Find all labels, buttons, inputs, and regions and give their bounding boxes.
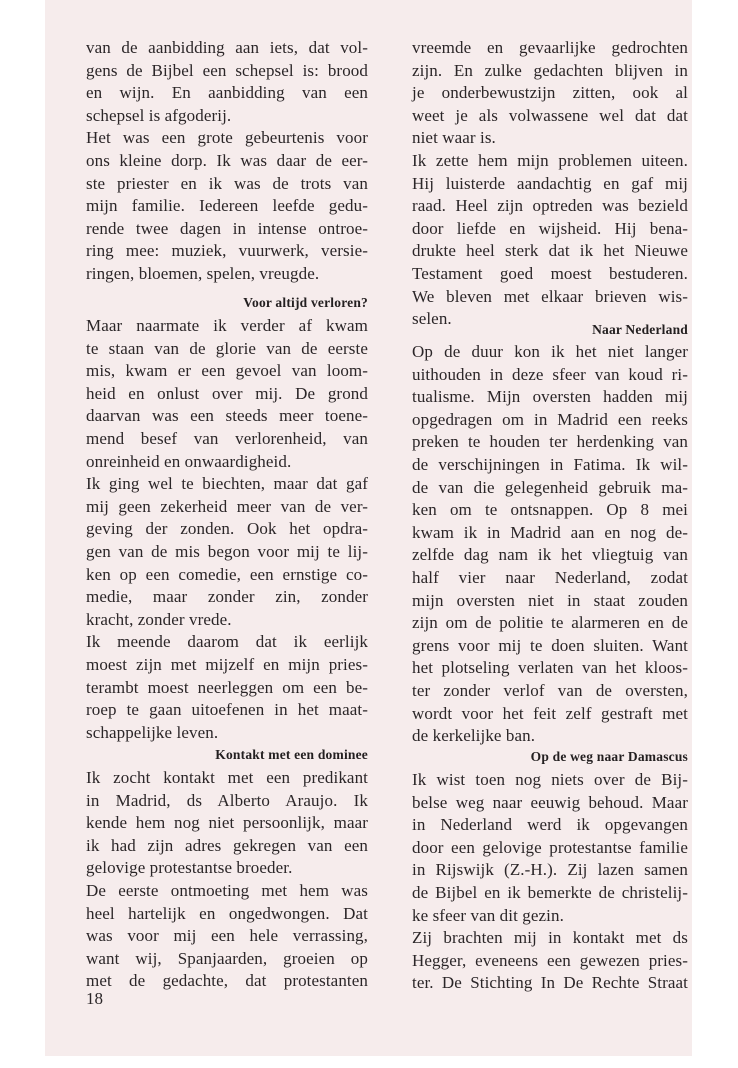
text-line: Hij luisterde aandachtig en gaf mij <box>412 173 688 193</box>
text-line: de verschijningen in Fatima. Ik wil- <box>412 454 688 474</box>
text-line: selen. <box>412 309 452 329</box>
text-line: de kerkelijke ban. <box>412 726 536 746</box>
text-line: Ik zocht kontakt met een predikant <box>86 768 368 787</box>
text-line: niet waar is. <box>412 128 496 148</box>
text-line: kracht, zonder vrede. <box>86 609 232 629</box>
text-line: vreemde en gevaarlijke gedrochten <box>412 38 688 57</box>
text-line: drukte heel sterk dat ik het Nieuwe <box>412 241 688 261</box>
section-heading: Naar Nederland <box>592 322 688 337</box>
page-number: 18 <box>86 989 103 1008</box>
text-line: rende twee dagen in intense ontroe- <box>86 218 368 238</box>
text-line: De eerste ontmoeting met hem was <box>86 880 368 900</box>
text-line: want wij, Spanjaarden, groeien op <box>86 948 368 968</box>
text-line: schepsel is afgoderij. <box>86 105 232 125</box>
text-line: de van die gelegenheid gebruik ma- <box>412 477 688 497</box>
text-line: uithouden in deze sfeer van koud ri- <box>412 364 688 384</box>
text-line: ke sfeer van dit gezin. <box>412 905 564 925</box>
text-line: weet je als volwassene wel dat dat <box>412 105 688 125</box>
text-line: ik had zijn adres gekregen van een <box>86 835 368 855</box>
text-line: ken op een comedie, een ernstige co- <box>86 564 368 584</box>
text-line: mis, kwam er een gevoel van loom- <box>86 361 368 381</box>
text-line: mend besef van verlorenheid, van <box>86 428 368 448</box>
text-line: Ik zette hem mijn problemen uiteen. <box>412 150 688 170</box>
text-line: zijn om de politie te alarmeren en de <box>412 613 688 633</box>
text-line: roep te gaan uitoefenen in het maat- <box>86 700 368 720</box>
text-line: ringen, bloemen, spelen, vreugde. <box>86 263 320 283</box>
text-line: ken om te ontsnappen. Op 8 mei <box>412 500 688 520</box>
text-line: zelfde dag nam ik het vliegtuig van <box>412 545 688 565</box>
text-line: half vier naar Nederland, zodat <box>412 567 688 587</box>
text-line: opgedragen om in Madrid een reeks <box>412 409 688 429</box>
text-line: Ik meende daarom dat ik eerlijk <box>86 632 368 652</box>
right-block-2 <box>412 341 688 748</box>
text-line: te staan van de glorie van de eerste <box>86 338 368 358</box>
text-line: van de aanbidding aan iets, dat vol- <box>86 38 368 57</box>
text-line: Het was een grote gebeurtenis voor <box>86 128 368 148</box>
text-line: moest zijn met mijzelf en mijn pries- <box>86 654 368 674</box>
text-line: daarvan was een steeds meer toene- <box>86 406 368 426</box>
text-line: met de gedachte, dat protestanten <box>86 971 368 991</box>
text-line: wordt voor het feit zelf gestraft met <box>412 703 688 723</box>
section-heading: Op de weg naar Damascus <box>530 749 688 764</box>
left-block-1 <box>86 37 368 286</box>
right-block-1 <box>412 37 688 331</box>
text-line: in Nederland werd ik opgevangen <box>412 815 688 835</box>
text-line: gelovige protestantse broeder. <box>86 858 293 878</box>
right-column <box>412 0 688 1056</box>
left-column <box>86 0 368 1056</box>
text-line: ste priester en ik was de trots van <box>86 173 368 193</box>
text-line: was voor mij een hele verrassing, <box>86 926 368 946</box>
text-line: heid en onlust over mij. De grond <box>86 383 368 403</box>
text-line: mijn familie. Iedereen leefde gedu- <box>86 196 368 216</box>
text-line: zijn. En zulke gedachten blijven in <box>412 60 688 80</box>
text-line: mij geen zekerheid meer van de ver- <box>86 496 368 516</box>
text-line: heel hartelijk en ongedwongen. Dat <box>86 903 368 923</box>
text-line: preken te houden ter herdenking van <box>412 432 688 452</box>
text-line: de Bijbel en ik bemerkte de christelij- <box>412 882 688 902</box>
text-line: Ik wist toen nog niets over de Bij- <box>412 770 688 789</box>
text-line: We bleven met elkaar brieven wis- <box>412 286 688 306</box>
text-line: Testament goed moest bestuderen. <box>412 263 688 283</box>
text-line: Op de duur kon ik het niet langer <box>412 342 688 361</box>
text-line: gen van de mis begon voor mij te lij- <box>86 541 368 561</box>
text-line: en wijn. En aanbidding van een <box>86 83 368 103</box>
text-line: terambt moest neerleggen om een be- <box>86 677 368 697</box>
section-heading: Kontakt met een dominee <box>215 747 368 762</box>
text-line: door een gelovige protestantse familie <box>412 837 688 857</box>
text-line: Hegger, eveneens een gewezen pries- <box>412 950 688 970</box>
text-line: ter zonder verlof van de oversten, <box>412 680 688 700</box>
text-line: het plotseling verlaten van het kloos- <box>412 658 688 678</box>
text-line: Zij brachten mij in kontakt met ds <box>412 928 688 948</box>
text-line: mijn oversten niet in staat zouden <box>412 590 688 610</box>
text-line: kende hem nog niet persoonlijk, maar <box>86 813 368 833</box>
text-line: grens voor mij te doen sluiten. Want <box>412 635 688 655</box>
text-line: Maar naarmate ik verder af kwam <box>86 316 368 335</box>
text-line: gens de Bijbel een schepsel is: brood <box>86 60 368 80</box>
right-block-3 <box>412 769 688 995</box>
text-line: onreinheid en onwaardigheid. <box>86 451 292 471</box>
text-line: belse weg naar eeuwig behoud. Maar <box>412 792 688 812</box>
text-line: in Rijswijk (Z.-H.). Zij lazen samen <box>412 860 688 880</box>
left-block-2 <box>86 315 368 744</box>
section-heading: Voor altijd verloren? <box>243 295 368 310</box>
left-block-3 <box>86 767 368 993</box>
text-line: raad. Heel zijn optreden was bezield <box>412 196 688 216</box>
text-line: kwam ik in Madrid aan en nog de- <box>412 522 688 542</box>
text-line: medie, maar zonder zin, zonder <box>86 587 368 607</box>
text-line: schappelijke leven. <box>86 722 219 742</box>
text-line: in Madrid, ds Alberto Araujo. Ik <box>86 790 368 810</box>
text-line: tualisme. Mijn oversten hadden mij <box>412 387 688 407</box>
text-line: ring mee: muziek, vuurwerk, versie- <box>86 241 368 261</box>
text-line: geving der zonden. Ook het opdra- <box>86 519 368 539</box>
text-line: door liefde en wijsheid. Hij bena- <box>412 218 688 238</box>
text-line: je onderbewustzijn zitten, ook al <box>412 83 688 103</box>
text-line: Ik ging wel te biechten, maar dat gaf <box>86 474 368 494</box>
text-line: ons kleine dorp. Ik was daar de eer- <box>86 150 368 170</box>
text-line: ter. De Stichting In De Rechte Straat <box>412 973 688 993</box>
